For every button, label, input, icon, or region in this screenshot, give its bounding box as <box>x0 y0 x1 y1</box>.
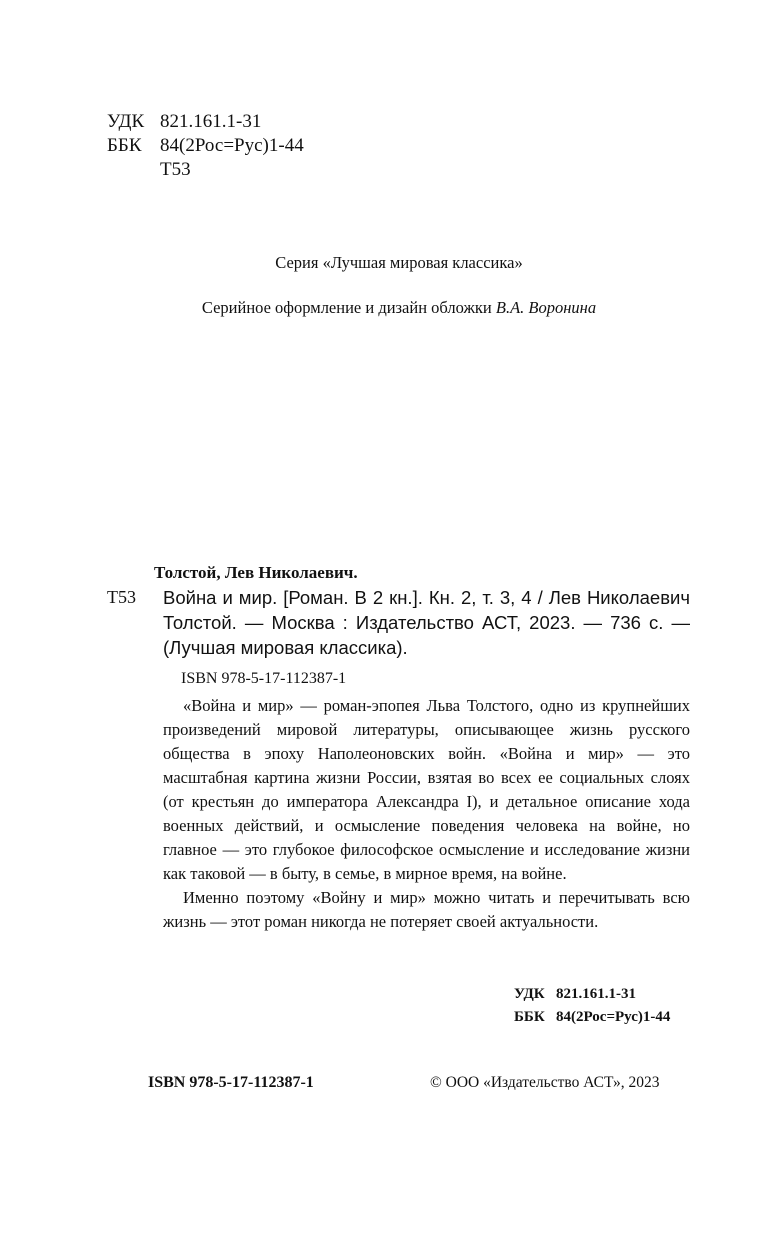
catalog-author-mark: Т53 <box>107 587 136 607</box>
footer-bbk-row <box>514 1006 670 1029</box>
annotation-paragraph-1: «Война и мир» — роман-эпопея Льва Толстого, одно из крупнейших произведений мировой литературы, описывающее жизнь русского общества в эпоху Наполеоновских войн. «Война и мир» — это масштабная картина жизни России, взятая во всех ее социальных слоях (от крестьян до императора Александра I), и детальное описание хода военных действий, и осмысление поведения человека на войне, но главное — это глубокое философское осмысление и исследование жизни как таковой — в быту, в семье, в мирное время, на войне. <box>163 696 690 883</box>
udk-label: УДК <box>107 111 145 132</box>
footer-udk-value: 821.161.1-31 <box>556 986 636 1002</box>
design-credit-author: В.А. Воронина <box>495 298 597 317</box>
footer-isbn: ISBN 978-5-17-112387-1 <box>148 1074 314 1091</box>
footer-bbk-value: 84(2Рос=Рус)1-44 <box>556 1009 671 1025</box>
udk-value: 821.161.1-31 <box>160 111 262 132</box>
catalog-description: Война и мир. [Роман. В 2 кн.]. Кн. 2, т. 3, 4 / Лев Николаевич Толстой. — Москва : Издательство АСТ, 2023. — 736 с. — (Лучшая мировая классика). <box>163 587 690 658</box>
bbk-value: 84(2Рос=Рус)1-44 <box>160 135 304 156</box>
classification-codes <box>107 110 304 182</box>
catalog-isbn: ISBN 978-5-17-112387-1 <box>181 670 347 687</box>
bbk-row <box>107 134 304 158</box>
copyright-notice: © ООО «Издательство АСТ», 2023 <box>430 1074 660 1091</box>
footer-bbk-label: ББК <box>514 1009 545 1025</box>
bbk-label: ББК <box>107 135 142 156</box>
catalog-author-heading: Толстой, Лев Николаевич. <box>154 563 358 582</box>
udk-row <box>107 110 304 134</box>
author-mark-code: Т53 <box>160 159 191 180</box>
design-credit <box>0 298 768 318</box>
series-line: Серия «Лучшая мировая классика» <box>275 253 523 272</box>
annotation-paragraph-2: Именно поэтому «Войну и мир» можно читать и перечитывать всю жизнь — этот роман никогда не потеряет своей актуальности. <box>163 888 690 931</box>
design-credit-prefix: Серийное оформление и дизайн обложки <box>201 298 492 317</box>
footer-classification-codes <box>514 983 670 1029</box>
footer-udk-label: УДК <box>514 986 545 1002</box>
footer-udk-row <box>514 983 670 1006</box>
annotation <box>163 694 690 934</box>
